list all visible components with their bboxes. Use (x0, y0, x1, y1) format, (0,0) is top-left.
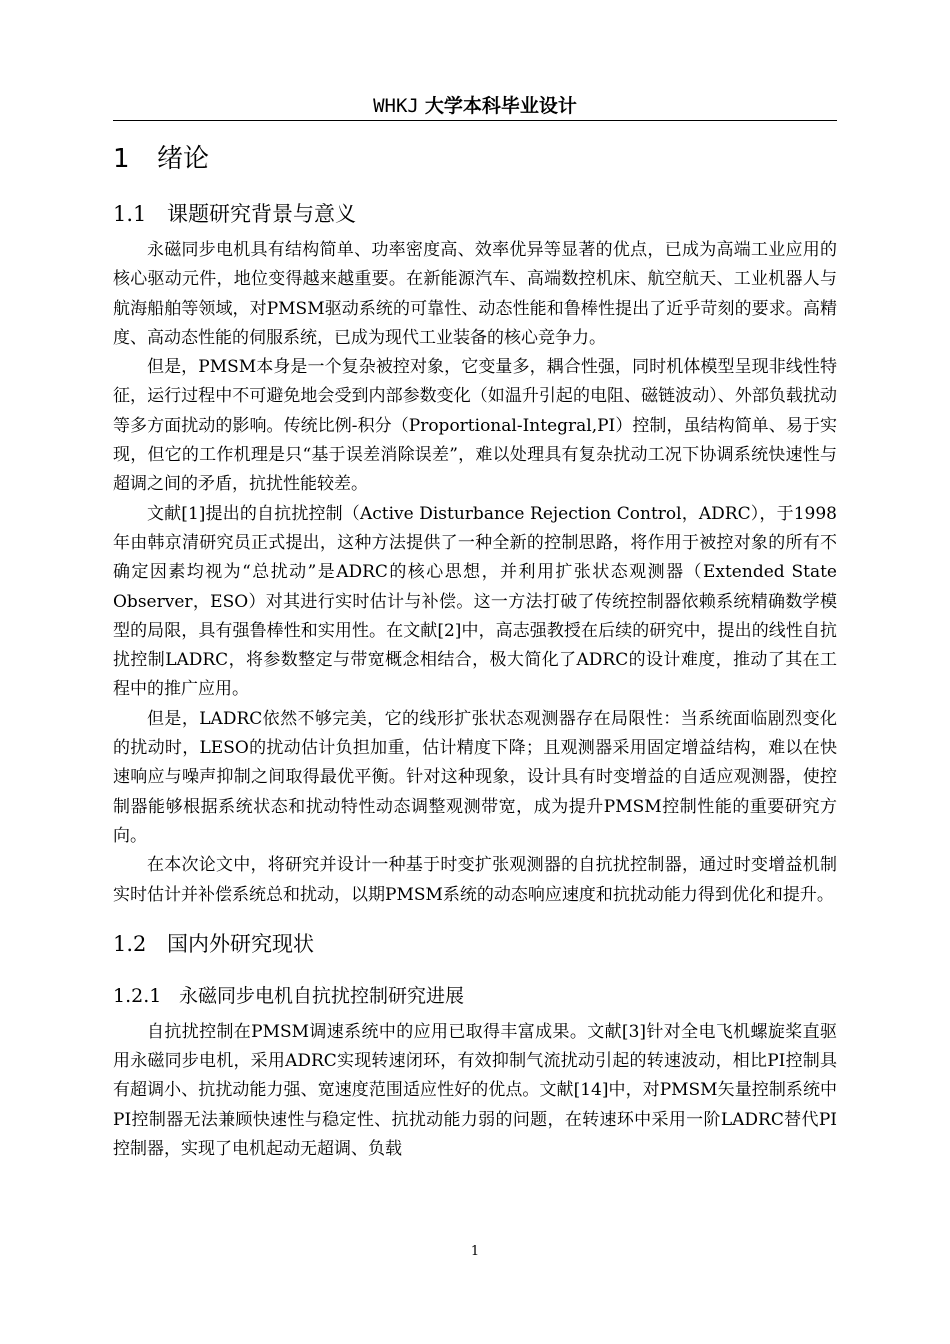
chapter-title: 绪论 (157, 144, 210, 174)
section-number: 1.1 (113, 202, 147, 226)
subsection-title: 永磁同步电机自抗扰控制研究进展 (179, 984, 465, 1007)
body-paragraph: 自抗扰控制在PMSM调速系统中的应用已取得丰富成果。文献[3]针对全电飞机螺旋桨直驱用永磁同步电机，采用ADRC实现转速闭环，有效抑制气流扰动引起的转速波动，相比PI控制具有超调小、抗扰动能力强、宽速度范围适应性好的优点。文献[14]中，对PMSM矢量控制系统中PI控制器无法兼顾快速性与稳定性、抗扰动能力弱的问题，在转速环中采用一阶LADRC替代PI控制器，实现了电机起动无超调、负载 (113, 1021, 837, 1160)
body-paragraph: 文献[1]提出的自抗扰控制（Active Disturbance Rejection Control，ADRC），于1998年由韩京清研究员正式提出，这种方法提供了一种全新的控制思路，将作用于被控对象的所有不确定因素均视为“总扰动”是ADRC的核心思想，并利用扩张状态观测器（Extended State Observer，ESO）对其进行实时估计与补偿。这一方法打破了传统控制器依赖系统精确数学模型的局限，具有强鲁棒性和实用性。在文献[2]中，高志强教授在后续的研究中，提出的线性自抗扰控制LADRC，将参数整定与带宽概念相结合，极大简化了ADRC的设计难度，推动了其在工程中的推广应用。 (113, 503, 837, 700)
subsection-number: 1.2.1 (113, 984, 162, 1007)
subsection-heading (113, 974, 837, 1018)
section-heading (113, 922, 837, 966)
body-paragraph: 在本次论文中，将研究并设计一种基于时变扩张观测器的自抗扰控制器，通过时变增益机制实时估计并补偿系统总和扰动，以期PMSM系统的动态响应速度和抗扰动能力得到优化和提升。 (113, 855, 837, 905)
body-paragraph: 永磁同步电机具有结构简单、功率密度高、效率优异等显著的优点，已成为高端工业应用的核心驱动元件，地位变得越来越重要。在新能源汽车、高端数控机床、航空航天、工业机器人与航海船舶等领域，对PMSM驱动系统的可靠性、动态性能和鲁棒性提出了近乎苛刻的要求。高精度、高动态性能的伺服系统，已成为现代工业装备的核心竞争力。 (113, 240, 837, 348)
page-number: 1 (470, 1244, 480, 1259)
header-brand: WHKJ (373, 95, 419, 117)
page-header (113, 92, 837, 121)
body-paragraph: 但是，PMSM本身是一个复杂被控对象，它变量多，耦合性强，同时机体模型呈现非线性特征，运行过程中不可避免地会受到内部参数变化（如温升引起的电阻、磁链波动）、外部负载扰动等多方面扰动的影响。传统比例-积分（Proportional-Integral,PI）控制，虽结构简单、易于实现，但它的工作机理是只“基于误差消除误差”，难以处理具有复杂扰动工况下协调系统快速性与超调之间的矛盾，抗扰性能较差。 (113, 357, 837, 495)
header-school: 大学本科毕业设计 (424, 95, 577, 117)
section-heading (113, 192, 837, 236)
spacer (113, 966, 837, 974)
section-title: 课题研究背景与意义 (167, 202, 356, 226)
section-number: 1.2 (113, 931, 147, 956)
page-content (113, 132, 837, 1164)
section-title: 国内外研究现状 (167, 931, 314, 956)
chapter-heading (113, 132, 837, 186)
chapter-number: 1 (113, 144, 130, 174)
spacer (113, 910, 837, 922)
body-paragraph: 但是，LADRC依然不够完美，它的线形扩张状态观测器存在局限性：当系统面临剧烈变化的扰动时，LESO的扰动估计负担加重，估计精度下降；且观测器采用固定增益结构，难以在快速响应与噪声抑制之间取得最优平衡。针对这种现象，设计具有时变增益的自适应观测器，使控制器能够根据系统状态和扰动特性动态调整观测带宽，成为提升PMSM控制性能的重要研究方向。 (113, 708, 837, 846)
